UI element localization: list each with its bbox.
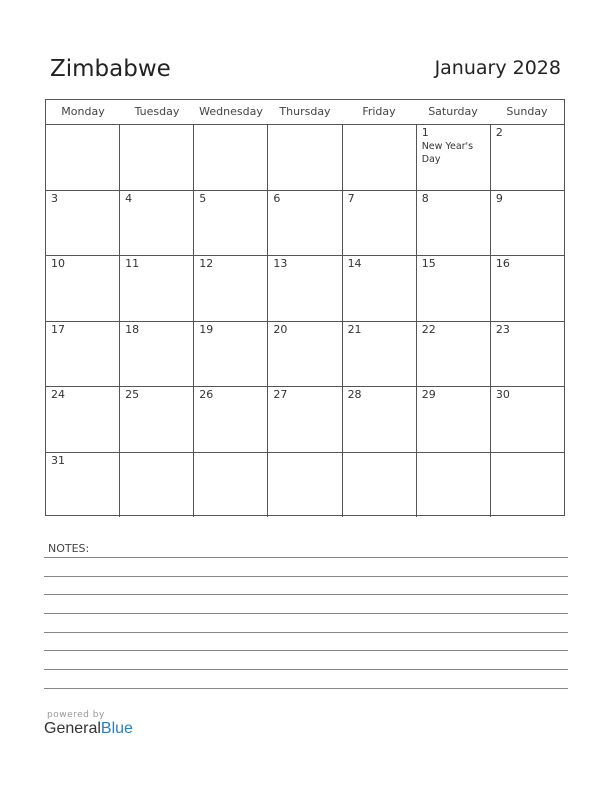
day-number: 30 [495,388,510,401]
day-cell [268,322,342,387]
day-cell [268,256,342,321]
day-cell [491,256,564,321]
notes-line [44,688,568,689]
day-number: 28 [347,388,362,401]
day-cell [46,453,120,518]
month-title: January 2028 [434,57,561,79]
day-cell [268,191,342,256]
day-cell [194,322,268,387]
calendar-grid [45,99,565,516]
weekday-sunday: Sunday [506,105,548,118]
day-cell [343,453,417,518]
notes-line [44,669,568,670]
day-cell [194,256,268,321]
weekday-tuesday: Tuesday [134,105,180,118]
day-number: 1 [421,126,429,139]
day-cell [120,322,194,387]
day-number: 25 [125,388,140,401]
day-cell [46,256,120,321]
day-cell [343,387,417,452]
day-cell [46,191,120,256]
day-cell [417,125,491,190]
day-number: 2 [495,126,503,139]
day-number: 15 [421,257,436,270]
day-cell [417,191,491,256]
day-number: 19 [199,322,214,336]
day-cell [491,322,564,387]
day-number: 17 [51,322,65,336]
day-number: 24 [51,388,65,401]
day-cell [268,387,342,452]
day-cell [268,125,342,190]
day-number: 27 [273,388,288,401]
day-number: 4 [125,191,133,205]
day-cell [194,125,268,190]
day-cell [417,387,491,452]
weekday-friday: Friday [362,105,396,118]
day-cell [343,322,417,387]
day-number: 29 [421,388,436,401]
day-number: 22 [421,322,436,336]
day-cell [491,387,564,452]
week-row [46,322,564,388]
weekday-wednesday: Wednesday [199,105,263,118]
notes-line [44,594,568,595]
day-number: 7 [347,191,355,205]
brand-blue: Blue [100,720,133,737]
day-number: 3 [51,191,58,205]
day-cell [120,387,194,452]
day-cell [194,387,268,452]
notes-line [44,632,568,633]
week-row [46,125,564,191]
day-number: 10 [51,257,65,270]
powered-by-text: powered by [47,710,105,720]
day-number: 20 [273,322,288,336]
day-number: 18 [125,322,140,336]
day-cell [120,453,194,518]
day-cell [46,322,120,387]
day-number: 12 [199,257,214,270]
day-cell [343,256,417,321]
weekday-saturday: Saturday [428,105,478,118]
notes-line [44,576,568,577]
week-row [46,191,564,257]
day-number: 26 [199,388,214,401]
day-cell [491,125,564,190]
week-row [46,256,564,322]
day-cell [268,453,342,518]
week-row [46,387,564,453]
day-number: 6 [273,191,281,205]
brand-general: General [44,720,101,737]
day-number: 21 [347,322,362,336]
country-title: Zimbabwe [50,56,171,82]
day-cell [417,256,491,321]
day-cell [120,256,194,321]
notes-line [44,650,568,651]
generalblue-logo [44,720,133,738]
day-cell [343,191,417,256]
day-cell [46,387,120,452]
day-number: 23 [495,322,510,336]
day-number: 16 [495,257,510,270]
calendar-weeks [46,125,564,517]
day-number: 8 [421,191,429,205]
notes-label: NOTES: [48,542,90,555]
day-cell [194,453,268,518]
day-cell [120,191,194,256]
day-cell [343,125,417,190]
holiday-label: New Year's Day [421,141,474,165]
notes-line [44,557,568,558]
day-number: 14 [347,257,362,270]
day-cell [491,191,564,256]
weekday-thursday: Thursday [279,105,331,118]
week-row [46,453,564,518]
day-number: 11 [125,257,140,270]
day-number: 13 [273,257,288,270]
day-number: 9 [495,191,503,205]
day-cell [417,322,491,387]
day-cell [46,125,120,190]
day-cell [194,191,268,256]
weekday-monday: Monday [61,105,105,118]
day-number: 5 [199,191,207,205]
day-cell [417,453,491,518]
day-cell [491,453,564,518]
weekday-header [46,100,564,125]
day-number: 31 [51,453,65,467]
day-cell [120,125,194,190]
notes-line [44,613,568,614]
